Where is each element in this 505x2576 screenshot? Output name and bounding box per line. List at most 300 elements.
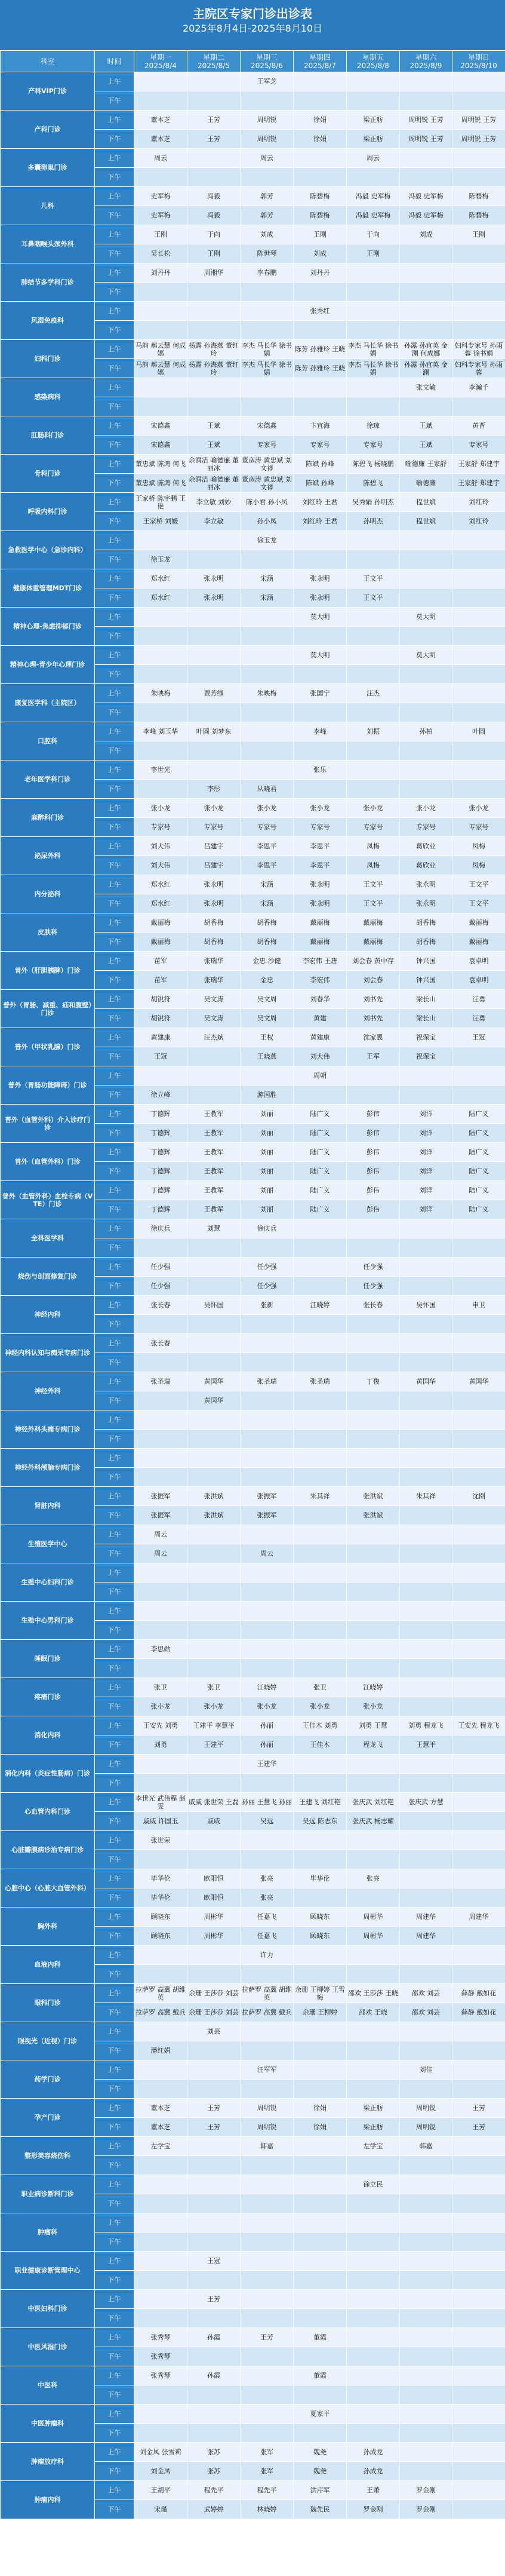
day-header: 星期二 2025/8/5 [187, 51, 241, 72]
schedule-cell: 刘洋 [400, 1200, 452, 1219]
schedule-cell [452, 1047, 505, 1066]
schedule-cell [241, 2156, 294, 2175]
time-slot: 下午 [95, 971, 134, 990]
schedule-cell [294, 2347, 347, 2366]
schedule-cell: 周明锐 王芳 [400, 130, 452, 149]
table-row [1, 722, 505, 741]
schedule-cell: 戴丽梅 [134, 913, 187, 933]
dept-name: 心脏瓣膜病诊治专病门诊 [1, 1831, 95, 1869]
time-slot: 上午 [95, 1793, 134, 1812]
schedule-cell: 罗金刚 [400, 2481, 452, 2500]
time-slot: 上午 [95, 990, 134, 1009]
schedule-cell: 顾晓东 [294, 1927, 347, 1946]
schedule-cell: 孙露 孙宜英 金澜 何成娜 [400, 340, 452, 359]
time-slot: 上午 [95, 2366, 134, 2385]
schedule-cell [400, 684, 452, 703]
schedule-cell: 周彬华 [187, 1908, 241, 1927]
dept-name: 疼痛门诊 [1, 1678, 95, 1716]
schedule-cell [187, 2041, 241, 2060]
schedule-cell [134, 1583, 187, 1602]
schedule-cell: 程先平 [187, 2481, 241, 2500]
time-slot: 下午 [95, 474, 134, 493]
schedule-cell: 吴秀娟 孙明杰 [347, 493, 400, 512]
schedule-cell: 汪杰斌 [187, 1028, 241, 1047]
schedule-cell: 梁长山 [400, 990, 452, 1009]
schedule-cell: 李思平 [294, 837, 347, 856]
schedule-cell [134, 703, 187, 722]
time-slot: 下午 [95, 2003, 134, 2022]
schedule-cell [452, 1812, 505, 1831]
table-row [1, 646, 505, 665]
schedule-cell [452, 1850, 505, 1869]
schedule-cell: 彭伟 [347, 1124, 400, 1143]
schedule-cell: 任少强 [241, 1258, 294, 1277]
schedule-cell [400, 2347, 452, 2366]
schedule-cell [347, 263, 400, 283]
schedule-cell: 毕华伦 [294, 1869, 347, 1888]
schedule-cell: 李春鹏 [241, 263, 294, 283]
table-row [1, 1678, 505, 1697]
schedule-cell: 丁德辉 [134, 1181, 187, 1200]
schedule-cell [400, 1583, 452, 1602]
schedule-cell [400, 1430, 452, 1449]
schedule-cell: 吴远 [241, 1812, 294, 1831]
schedule-cell [347, 397, 400, 416]
schedule-cell [134, 1353, 187, 1372]
day-header: 星期六 2025/8/9 [400, 51, 452, 72]
schedule-cell: 张永明 [400, 875, 452, 894]
day-header: 星期一 2025/8/4 [134, 51, 187, 72]
schedule-cell [134, 608, 187, 627]
schedule-cell [347, 1621, 400, 1640]
schedule-cell [241, 1391, 294, 1410]
schedule-cell: 王文平 [347, 875, 400, 894]
schedule-cell [400, 627, 452, 646]
schedule-cell: 李杰 马长华 徐书娟 [241, 359, 294, 378]
time-slot: 上午 [95, 684, 134, 703]
schedule-cell: 张小龙 [347, 1697, 400, 1716]
schedule-cell: 王建华 [241, 1755, 294, 1774]
schedule-cell: 胡香梅 [400, 913, 452, 933]
schedule-cell [347, 321, 400, 340]
time-slot: 下午 [95, 1888, 134, 1908]
schedule-cell [452, 780, 505, 799]
schedule-cell: 刘红玲 王君 [294, 512, 347, 531]
schedule-cell: 陆广义 [294, 1124, 347, 1143]
dept-name: 神经内科认知与痴呆专病门诊 [1, 1334, 95, 1372]
schedule-cell [452, 1869, 505, 1888]
schedule-cell [241, 1525, 294, 1544]
schedule-cell: 钟兴国 [400, 952, 452, 971]
schedule-cell: 陆广义 [294, 1162, 347, 1181]
schedule-cell: 刘会春 [347, 971, 400, 990]
schedule-cell: 杨露 孙海燕 董红玲 [187, 359, 241, 378]
schedule-cell [347, 1430, 400, 1449]
schedule-cell [241, 2366, 294, 2385]
schedule-cell [187, 550, 241, 569]
schedule-cell: 凤梅 [347, 837, 400, 856]
schedule-cell: 于向 [187, 225, 241, 244]
time-slot: 下午 [95, 1009, 134, 1028]
schedule-cell [187, 1525, 241, 1544]
dept-name: 中医科 [1, 2366, 95, 2405]
schedule-cell [187, 741, 241, 760]
schedule-cell: 吴远 陈志东 [294, 1812, 347, 1831]
time-slot: 上午 [95, 1449, 134, 1468]
time-slot: 上午 [95, 1869, 134, 1888]
schedule-cell [452, 627, 505, 646]
dept-name: 耳鼻咽喉头颈外科 [1, 225, 95, 263]
schedule-cell [241, 1621, 294, 1640]
time-slot: 上午 [95, 263, 134, 283]
schedule-cell [294, 665, 347, 684]
schedule-cell: 王军 [347, 1047, 400, 1066]
schedule-cell: 王慧平 [400, 1735, 452, 1755]
schedule-cell: 周明锐 [400, 2099, 452, 2118]
table-row [1, 2022, 505, 2041]
schedule-cell: 戚威 [187, 1812, 241, 1831]
schedule-cell: 吕建宇 [187, 856, 241, 875]
schedule-cell: 戴丽梅 [452, 933, 505, 952]
schedule-cell [452, 741, 505, 760]
schedule-cell: 吕建宇 [187, 837, 241, 856]
schedule-cell: 李杰 马长华 徐书娟 [241, 340, 294, 359]
time-slot: 下午 [95, 1353, 134, 1372]
schedule-cell: 王萧 [347, 2481, 400, 2500]
schedule-cell: 张秀琴 [134, 2347, 187, 2366]
schedule-cell [294, 283, 347, 302]
dept-name: 肛肠科门诊 [1, 416, 95, 455]
schedule-cell: 张圣瑞 [241, 1372, 294, 1391]
schedule-cell [241, 760, 294, 780]
schedule-cell: 苗军 [134, 971, 187, 990]
time-slot: 下午 [95, 436, 134, 455]
schedule-cell: 魏先民 [294, 2500, 347, 2519]
schedule-cell: 拉萨罗 高冀 胡维英 [134, 1984, 187, 2003]
schedule-cell [400, 703, 452, 722]
schedule-cell [134, 665, 187, 684]
schedule-cell [294, 1850, 347, 1869]
schedule-cell [294, 1621, 347, 1640]
schedule-cell [187, 1831, 241, 1850]
schedule-cell [187, 1602, 241, 1621]
schedule-cell: 郭芳 [241, 187, 294, 206]
schedule-cell: 张庆武 杨志耀 [347, 1812, 400, 1831]
schedule-cell [347, 2385, 400, 2405]
schedule-cell: 李世光 [134, 760, 187, 780]
schedule-cell: 张永明 [187, 894, 241, 913]
schedule-cell: 郑水红 [134, 875, 187, 894]
schedule-cell: 专家号 [452, 818, 505, 837]
dept-name: 全科医学科 [1, 1219, 95, 1258]
schedule-cell: 朱映梅 [134, 684, 187, 703]
schedule-cell: 董忠斌 陈鸿 何飞 [134, 455, 187, 474]
schedule-cell [294, 2194, 347, 2213]
schedule-cell: 余珊 王柳婷 [294, 2003, 347, 2022]
schedule-cell [187, 72, 241, 91]
schedule-cell [452, 2080, 505, 2099]
schedule-cell: 专家号 [134, 818, 187, 837]
schedule-cell [400, 1659, 452, 1678]
schedule-cell: 任少强 [347, 1277, 400, 1296]
schedule-cell [400, 1965, 452, 1984]
schedule-cell: 黄国华 [187, 1391, 241, 1410]
schedule-cell: 张卫 [134, 1678, 187, 1697]
schedule-cell [347, 1640, 400, 1659]
schedule-cell [294, 2290, 347, 2309]
schedule-cell [241, 2385, 294, 2405]
schedule-cell: 汪勇 [452, 990, 505, 1009]
schedule-cell [187, 1047, 241, 1066]
schedule-cell: 夏家平 [294, 2405, 347, 2424]
table-row [1, 531, 505, 550]
schedule-cell [187, 665, 241, 684]
schedule-cell [452, 2481, 505, 2500]
schedule-cell [452, 321, 505, 340]
schedule-cell: 韩嘉 [241, 2137, 294, 2156]
schedule-cell: 邵欢 王莎莎 王晓 [347, 1984, 400, 2003]
table-row [1, 2405, 505, 2424]
schedule-cell: 张长春 [347, 1296, 400, 1315]
schedule-cell: 胡香梅 [187, 933, 241, 952]
schedule-cell [241, 1640, 294, 1659]
schedule-cell: 王芳 [452, 2118, 505, 2137]
schedule-cell: 王教军 [187, 1200, 241, 1219]
schedule-cell [294, 1965, 347, 1984]
schedule-cell [347, 2022, 400, 2041]
schedule-cell [452, 550, 505, 569]
schedule-cell [294, 1315, 347, 1334]
time-slot: 上午 [95, 2022, 134, 2041]
schedule-cell: 刘金凤 [134, 2462, 187, 2481]
schedule-cell [187, 2060, 241, 2080]
schedule-cell: 王刚 [294, 225, 347, 244]
schedule-cell: 周云 [241, 149, 294, 168]
schedule-cell: 刘洋 [400, 1181, 452, 1200]
schedule-cell: 张振军 [134, 1506, 187, 1525]
schedule-cell: 周明锐 [241, 130, 294, 149]
schedule-cell: 张永明 [294, 875, 347, 894]
time-slot: 下午 [95, 2194, 134, 2213]
schedule-cell [347, 1391, 400, 1410]
dept-name: 神经外科颅脑专病门诊 [1, 1449, 95, 1487]
schedule-cell: 戚威 许国玉 [134, 1812, 187, 1831]
time-slot: 下午 [95, 1124, 134, 1143]
schedule-cell [294, 1755, 347, 1774]
time-slot: 上午 [95, 493, 134, 512]
schedule-cell [134, 2213, 187, 2232]
schedule-cell [347, 780, 400, 799]
time-slot: 下午 [95, 1238, 134, 1258]
time-slot: 下午 [95, 2424, 134, 2443]
schedule-cell: 张小龙 [294, 799, 347, 818]
table-row [1, 760, 505, 780]
table-row [1, 2175, 505, 2194]
day-header: 星期五 2025/8/8 [347, 51, 400, 72]
table-row [1, 1066, 505, 1085]
schedule-cell [452, 1678, 505, 1697]
schedule-cell: 戴丽梅 [452, 913, 505, 933]
schedule-cell [294, 1410, 347, 1430]
schedule-cell [452, 1066, 505, 1085]
schedule-cell: 妇科专家号 孙雨蓉 [452, 359, 505, 378]
schedule-cell: 陆广义 [452, 1181, 505, 1200]
schedule-cell [400, 2405, 452, 2424]
schedule-cell: 刘丽 [241, 1200, 294, 1219]
schedule-cell: 张小龙 [134, 1697, 187, 1716]
dept-name: 心血管内科门诊 [1, 1793, 95, 1831]
dept-name: 中医风湿门诊 [1, 2328, 95, 2366]
schedule-cell [452, 168, 505, 187]
schedule-cell [452, 1735, 505, 1755]
schedule-cell [347, 1831, 400, 1850]
schedule-cell [134, 283, 187, 302]
schedule-cell [134, 1449, 187, 1468]
schedule-cell: 李思平 [241, 856, 294, 875]
schedule-cell: 史军梅 [134, 206, 187, 225]
table-row [1, 378, 505, 397]
schedule-cell [134, 1602, 187, 1621]
schedule-cell: 王芳 [187, 111, 241, 130]
schedule-cell: 戴丽梅 [294, 933, 347, 952]
schedule-cell [347, 1583, 400, 1602]
schedule-cell: 专家号 [294, 818, 347, 837]
table-row [1, 1143, 505, 1162]
schedule-cell: 郑水红 [134, 569, 187, 588]
schedule-cell: 刘成 [294, 244, 347, 263]
schedule-cell: 任嘉飞 [241, 1908, 294, 1927]
schedule-cell: 胡香梅 [241, 933, 294, 952]
dept-name: 健康体重管理MDT门诊 [1, 569, 95, 608]
schedule-cell: 沈刚 [452, 1487, 505, 1506]
schedule-cell [187, 1755, 241, 1774]
schedule-cell: 李宏伟 [294, 971, 347, 990]
schedule-cell: 王冠 [187, 2252, 241, 2271]
schedule-cell: 李杰 马长华 徐书娟 [347, 359, 400, 378]
time-slot: 下午 [95, 168, 134, 187]
schedule-cell [241, 646, 294, 665]
day-header: 星期四 2025/8/7 [294, 51, 347, 72]
schedule-cell [400, 1812, 452, 1831]
schedule-cell [187, 1258, 241, 1277]
time-slot: 上午 [95, 1908, 134, 1927]
time-slot: 上午 [95, 149, 134, 168]
schedule-cell: 张小龙 [241, 799, 294, 818]
table-row [1, 111, 505, 130]
table-row [1, 1296, 505, 1315]
schedule-cell [400, 283, 452, 302]
time-slot: 上午 [95, 187, 134, 206]
schedule-cell: 冯毅 [187, 206, 241, 225]
schedule-cell: 徐庆兵 [241, 1219, 294, 1238]
schedule-cell: 苗军 [134, 952, 187, 971]
time-slot: 上午 [95, 1143, 134, 1162]
schedule-cell [400, 665, 452, 684]
schedule-cell [294, 1774, 347, 1793]
schedule-cell [241, 283, 294, 302]
schedule-cell [187, 2156, 241, 2175]
schedule-cell [241, 1831, 294, 1850]
schedule-cell: 李立敏 刘妙 [187, 493, 241, 512]
schedule-cell: 专家号 [241, 818, 294, 837]
schedule-cell: 周明锐 [241, 111, 294, 130]
schedule-cell [452, 1946, 505, 1965]
schedule-cell: 王文平 [347, 588, 400, 608]
schedule-cell [452, 1640, 505, 1659]
schedule-cell: 徐娟 [294, 130, 347, 149]
schedule-cell [400, 1258, 452, 1277]
dept-name: 儿科 [1, 187, 95, 225]
schedule-cell [400, 1888, 452, 1908]
schedule-cell: 李立敏 [187, 512, 241, 531]
schedule-cell: 刘芸 [187, 2022, 241, 2041]
dept-name: 老年医学科门诊 [1, 760, 95, 799]
schedule-cell [400, 1468, 452, 1487]
schedule-cell [241, 703, 294, 722]
schedule-cell: 吴文涛 [187, 1009, 241, 1028]
time-slot: 上午 [95, 2175, 134, 2194]
schedule-cell [134, 627, 187, 646]
schedule-cell [400, 91, 452, 111]
day-header: 星期三 2025/8/6 [241, 51, 294, 72]
dept-name: 药学门诊 [1, 2060, 95, 2099]
schedule-cell: 张瑞华 [187, 952, 241, 971]
schedule-cell [400, 1315, 452, 1334]
schedule-cell: 周朝 [294, 1066, 347, 1085]
schedule-cell: 刘振 [347, 722, 400, 741]
schedule-cell [241, 397, 294, 416]
schedule-cell [241, 2405, 294, 2424]
schedule-cell [187, 1315, 241, 1334]
schedule-cell [400, 1391, 452, 1410]
schedule-cell [347, 2213, 400, 2232]
dept-name: 孕产门诊 [1, 2099, 95, 2137]
schedule-cell: 王刚 [452, 225, 505, 244]
schedule-cell: 董彦涛 黄忠斌 刘文祥 [241, 474, 294, 493]
dept-name: 康复医学科（主院区） [1, 684, 95, 722]
schedule-cell: 李峰 刘玉华 [134, 722, 187, 741]
schedule-cell [294, 2060, 347, 2080]
schedule-cell [241, 2347, 294, 2366]
schedule-cell: 张庆武 方慧 [400, 1793, 452, 1812]
schedule-cell: 冯毅 史军梅 [400, 206, 452, 225]
schedule-cell [134, 2385, 187, 2405]
schedule-cell: 郑水红 [134, 588, 187, 608]
time-slot: 上午 [95, 837, 134, 856]
schedule-cell: 张长春 [134, 1296, 187, 1315]
schedule-cell: 梁长山 [400, 1009, 452, 1028]
schedule-cell [241, 1468, 294, 1487]
schedule-cell: 江晓婷 [294, 1296, 347, 1315]
schedule-cell [347, 2347, 400, 2366]
dept-name: 呼吸内科门诊 [1, 493, 95, 531]
schedule-cell: 武婷婷 [187, 2500, 241, 2519]
schedule-cell [294, 1659, 347, 1678]
schedule-cell: 张小龙 [400, 799, 452, 818]
time-slot: 上午 [95, 1372, 134, 1391]
schedule-cell: 任少强 [347, 1258, 400, 1277]
table-row [1, 1563, 505, 1583]
time-slot: 上午 [95, 2481, 134, 2500]
schedule-cell: 喻德廉 [400, 474, 452, 493]
schedule-cell [187, 397, 241, 416]
schedule-cell [452, 569, 505, 588]
schedule-cell [452, 2271, 505, 2290]
schedule-cell [452, 1506, 505, 1525]
schedule-cell: 李宏伟 王唐 [294, 952, 347, 971]
dept-name: 普外（胃肠功能障碍）门诊 [1, 1066, 95, 1105]
schedule-cell [241, 627, 294, 646]
